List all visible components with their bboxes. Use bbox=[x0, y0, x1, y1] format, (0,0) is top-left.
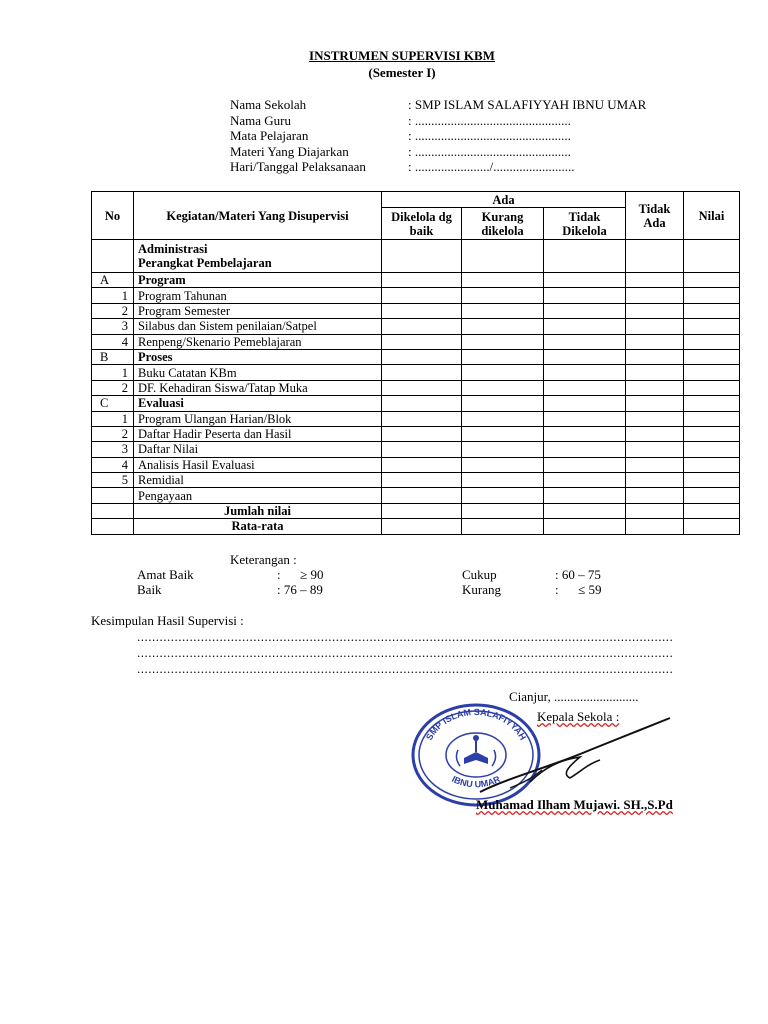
score-cell[interactable] bbox=[462, 442, 544, 457]
score-cell[interactable] bbox=[684, 319, 740, 334]
score-cell[interactable] bbox=[684, 473, 740, 488]
score-cell[interactable] bbox=[382, 365, 462, 380]
row-item: Evaluasi bbox=[134, 396, 382, 411]
document-subtitle: (Semester I) bbox=[368, 65, 436, 80]
score-cell[interactable] bbox=[544, 396, 626, 411]
info-label: Hari/Tanggal Pelaksanaan bbox=[230, 159, 366, 174]
row-item: Proses bbox=[134, 349, 382, 364]
row-number: 1 bbox=[92, 411, 134, 426]
row-number: 4 bbox=[92, 334, 134, 349]
table-section-row bbox=[92, 273, 740, 288]
score-cell[interactable] bbox=[544, 411, 626, 426]
table-row bbox=[92, 365, 740, 380]
table-row bbox=[92, 240, 740, 273]
score-cell[interactable] bbox=[382, 303, 462, 318]
table-row bbox=[92, 288, 740, 303]
document-title: INSTRUMEN SUPERVISI KBM bbox=[309, 48, 495, 63]
score-cell[interactable] bbox=[462, 380, 544, 395]
score-cell[interactable] bbox=[626, 503, 684, 518]
score-cell[interactable] bbox=[462, 334, 544, 349]
header-kurang: Kurang dikelola bbox=[462, 208, 544, 240]
ket-kurang-value: : ≤ 59 bbox=[555, 582, 602, 597]
keterangan-title: Keterangan : bbox=[230, 552, 297, 567]
info-value: : ................................................ bbox=[408, 143, 571, 159]
score-cell[interactable] bbox=[544, 519, 626, 534]
score-cell[interactable] bbox=[684, 349, 740, 364]
row-item: Daftar Hadir Peserta dan Hasil bbox=[134, 426, 382, 441]
score-cell[interactable] bbox=[544, 365, 626, 380]
header-nilai: Nilai bbox=[684, 192, 740, 240]
score-cell[interactable] bbox=[382, 488, 462, 503]
header-ada: Ada bbox=[382, 192, 626, 208]
score-cell[interactable] bbox=[684, 380, 740, 395]
row-item: Analisis Hasil Evaluasi bbox=[134, 457, 382, 472]
ket-cukup-value: : 60 – 75 bbox=[555, 567, 601, 582]
info-row-subject bbox=[230, 128, 646, 144]
score-cell[interactable] bbox=[462, 288, 544, 303]
row-item: Remidial bbox=[134, 473, 382, 488]
jumlah-row-label: Jumlah nilai bbox=[134, 503, 382, 518]
signature-scribble-icon bbox=[470, 712, 680, 802]
score-cell[interactable] bbox=[544, 473, 626, 488]
signature-role: Kepala Sekola : bbox=[537, 709, 620, 724]
table-row bbox=[92, 380, 740, 395]
score-cell[interactable] bbox=[626, 519, 684, 534]
score-cell[interactable] bbox=[544, 273, 626, 288]
table-row bbox=[92, 319, 740, 334]
score-cell[interactable] bbox=[382, 442, 462, 457]
info-label: Mata Pelajaran bbox=[230, 128, 309, 143]
stamp-text-bottom: IBNU UMAR bbox=[450, 773, 502, 790]
score-cell[interactable] bbox=[626, 380, 684, 395]
score-cell[interactable] bbox=[684, 488, 740, 503]
row-item: Renpeng/Skenario Pemeblajaran bbox=[134, 334, 382, 349]
score-cell[interactable] bbox=[462, 488, 544, 503]
table-section-row bbox=[92, 396, 740, 411]
score-cell[interactable] bbox=[626, 411, 684, 426]
score-cell[interactable] bbox=[684, 288, 740, 303]
score-cell[interactable] bbox=[684, 396, 740, 411]
score-cell[interactable] bbox=[544, 288, 626, 303]
ket-amat-baik-label: Amat Baik bbox=[137, 567, 194, 582]
signature-name: Muhamad Ilham Mujawi. SH.,S.Pd bbox=[476, 797, 673, 812]
row-item: DF. Kehadiran Siswa/Tatap Muka bbox=[134, 380, 382, 395]
info-label: Materi Yang Diajarkan bbox=[230, 143, 349, 159]
score-cell[interactable] bbox=[626, 473, 684, 488]
score-cell[interactable] bbox=[626, 396, 684, 411]
header-tidak-dikelola: Tidak Dikelola bbox=[544, 208, 626, 240]
score-cell[interactable] bbox=[544, 488, 626, 503]
score-cell[interactable] bbox=[626, 442, 684, 457]
kesimpulan-line: ............................................................................................................................................... bbox=[137, 629, 674, 644]
score-cell[interactable] bbox=[462, 503, 544, 518]
score-cell[interactable] bbox=[462, 473, 544, 488]
score-cell[interactable] bbox=[684, 411, 740, 426]
info-row-material bbox=[230, 144, 646, 160]
admin-cell bbox=[134, 240, 382, 273]
score-cell[interactable] bbox=[462, 457, 544, 472]
row-number: 2 bbox=[92, 426, 134, 441]
score-cell[interactable] bbox=[462, 519, 544, 534]
info-label: Nama Sekolah bbox=[230, 97, 307, 112]
score-cell[interactable] bbox=[626, 349, 684, 364]
table-row bbox=[92, 426, 740, 441]
score-cell[interactable] bbox=[382, 457, 462, 472]
header-no: No bbox=[92, 192, 134, 240]
score-cell[interactable] bbox=[626, 488, 684, 503]
info-label: Nama Guru bbox=[230, 112, 292, 128]
row-item: Buku Catatan KBm bbox=[134, 365, 382, 380]
admin-line1: Administrasi bbox=[138, 242, 208, 256]
info-value: : ................................................ bbox=[408, 128, 571, 143]
admin-line2: Perangkat Pembelajaran bbox=[138, 256, 272, 270]
score-cell[interactable] bbox=[382, 519, 462, 534]
ket-baik-label: Baik bbox=[137, 582, 162, 597]
score-cell[interactable] bbox=[462, 365, 544, 380]
score-cell[interactable] bbox=[382, 288, 462, 303]
score-cell[interactable] bbox=[544, 319, 626, 334]
jumlah-row bbox=[92, 503, 740, 518]
row-number: 3 bbox=[92, 442, 134, 457]
score-cell[interactable] bbox=[382, 349, 462, 364]
score-cell[interactable] bbox=[684, 503, 740, 518]
header-dikelola: Dikelola dg baik bbox=[382, 208, 462, 240]
score-cell[interactable] bbox=[626, 334, 684, 349]
score-cell[interactable] bbox=[544, 503, 626, 518]
score-cell[interactable] bbox=[462, 303, 544, 318]
score-cell[interactable] bbox=[544, 442, 626, 457]
score-cell[interactable] bbox=[626, 457, 684, 472]
info-row-date bbox=[230, 159, 646, 175]
rata-row bbox=[92, 519, 740, 534]
row-number: 2 bbox=[92, 303, 134, 318]
table-row bbox=[92, 411, 740, 426]
score-cell[interactable] bbox=[544, 349, 626, 364]
score-cell[interactable] bbox=[382, 473, 462, 488]
score-cell[interactable] bbox=[462, 319, 544, 334]
info-block bbox=[230, 97, 646, 175]
score-cell[interactable] bbox=[626, 288, 684, 303]
score-cell[interactable] bbox=[684, 442, 740, 457]
score-cell[interactable] bbox=[544, 426, 626, 441]
signature-place: Cianjur, .......................... bbox=[509, 689, 639, 704]
info-value: : ................................................ bbox=[408, 112, 571, 128]
info-value: : ......................./......................... bbox=[408, 159, 575, 174]
score-cell[interactable] bbox=[684, 365, 740, 380]
score-cell[interactable] bbox=[544, 457, 626, 472]
table-row bbox=[92, 457, 740, 472]
ket-kurang-label: Kurang bbox=[462, 582, 501, 597]
score-cell[interactable] bbox=[462, 273, 544, 288]
row-number: 2 bbox=[92, 380, 134, 395]
table-row bbox=[92, 442, 740, 457]
score-cell[interactable] bbox=[462, 426, 544, 441]
score-cell[interactable] bbox=[626, 426, 684, 441]
row-item: Pengayaan bbox=[134, 488, 382, 503]
row-item: Silabus dan Sistem penilaian/Satpel bbox=[134, 319, 382, 334]
score-cell[interactable] bbox=[626, 273, 684, 288]
table-row bbox=[92, 334, 740, 349]
row-item: Program Ulangan Harian/Blok bbox=[134, 411, 382, 426]
row-item: Program Tahunan bbox=[134, 288, 382, 303]
score-cell[interactable] bbox=[382, 319, 462, 334]
score-cell[interactable] bbox=[382, 334, 462, 349]
table-section-row bbox=[92, 349, 740, 364]
score-cell[interactable] bbox=[684, 519, 740, 534]
score-cell[interactable] bbox=[684, 457, 740, 472]
score-cell[interactable] bbox=[382, 380, 462, 395]
score-cell[interactable] bbox=[684, 303, 740, 318]
info-row-school bbox=[230, 97, 646, 113]
rata-row-label: Rata-rata bbox=[134, 519, 382, 534]
table-row bbox=[92, 488, 740, 503]
score-cell[interactable] bbox=[462, 349, 544, 364]
table-row bbox=[92, 303, 740, 318]
row-number: 1 bbox=[92, 365, 134, 380]
row-number: C bbox=[92, 396, 134, 411]
score-cell[interactable] bbox=[382, 503, 462, 518]
row-number: 1 bbox=[92, 288, 134, 303]
kesimpulan-line: ............................................................................................................................................... bbox=[137, 645, 674, 660]
score-cell[interactable] bbox=[462, 411, 544, 426]
score-cell[interactable] bbox=[544, 380, 626, 395]
score-cell[interactable] bbox=[382, 273, 462, 288]
score-cell[interactable] bbox=[462, 396, 544, 411]
score-cell[interactable] bbox=[382, 396, 462, 411]
table-row bbox=[92, 473, 740, 488]
score-cell[interactable] bbox=[684, 273, 740, 288]
row-item: Program bbox=[134, 273, 382, 288]
score-cell[interactable] bbox=[382, 426, 462, 441]
score-cell[interactable] bbox=[684, 334, 740, 349]
score-cell[interactable] bbox=[626, 303, 684, 318]
score-cell[interactable] bbox=[684, 426, 740, 441]
ket-amat-baik-value: : ≥ 90 bbox=[277, 567, 324, 582]
kesimpulan-line: ............................................................................................................................................... bbox=[137, 661, 674, 676]
info-row-teacher bbox=[230, 113, 646, 129]
ket-cukup-label: Cukup bbox=[462, 567, 497, 582]
supervision-table bbox=[91, 191, 740, 535]
header-tidak-ada: Tidak Ada bbox=[626, 192, 684, 240]
info-value: : SMP ISLAM SALAFIYYAH IBNU UMAR bbox=[408, 97, 647, 112]
row-number bbox=[92, 488, 134, 503]
score-cell[interactable] bbox=[544, 303, 626, 318]
row-number: 3 bbox=[92, 319, 134, 334]
stamp-text-top: SMP ISLAM SALAFIYYAH bbox=[423, 706, 529, 742]
header-kegiatan: Kegiatan/Materi Yang Disupervisi bbox=[134, 192, 382, 240]
row-number: A bbox=[92, 273, 134, 288]
row-number: B bbox=[92, 349, 134, 364]
kesimpulan-label: Kesimpulan Hasil Supervisi : bbox=[91, 613, 244, 628]
row-item: Program Semester bbox=[134, 303, 382, 318]
score-cell[interactable] bbox=[626, 365, 684, 380]
row-number: 4 bbox=[92, 457, 134, 472]
ket-baik-value: : 76 – 89 bbox=[277, 582, 323, 597]
row-item: Daftar Nilai bbox=[134, 442, 382, 457]
row-number: 5 bbox=[92, 473, 134, 488]
score-cell[interactable] bbox=[382, 411, 462, 426]
score-cell[interactable] bbox=[544, 334, 626, 349]
score-cell[interactable] bbox=[626, 319, 684, 334]
